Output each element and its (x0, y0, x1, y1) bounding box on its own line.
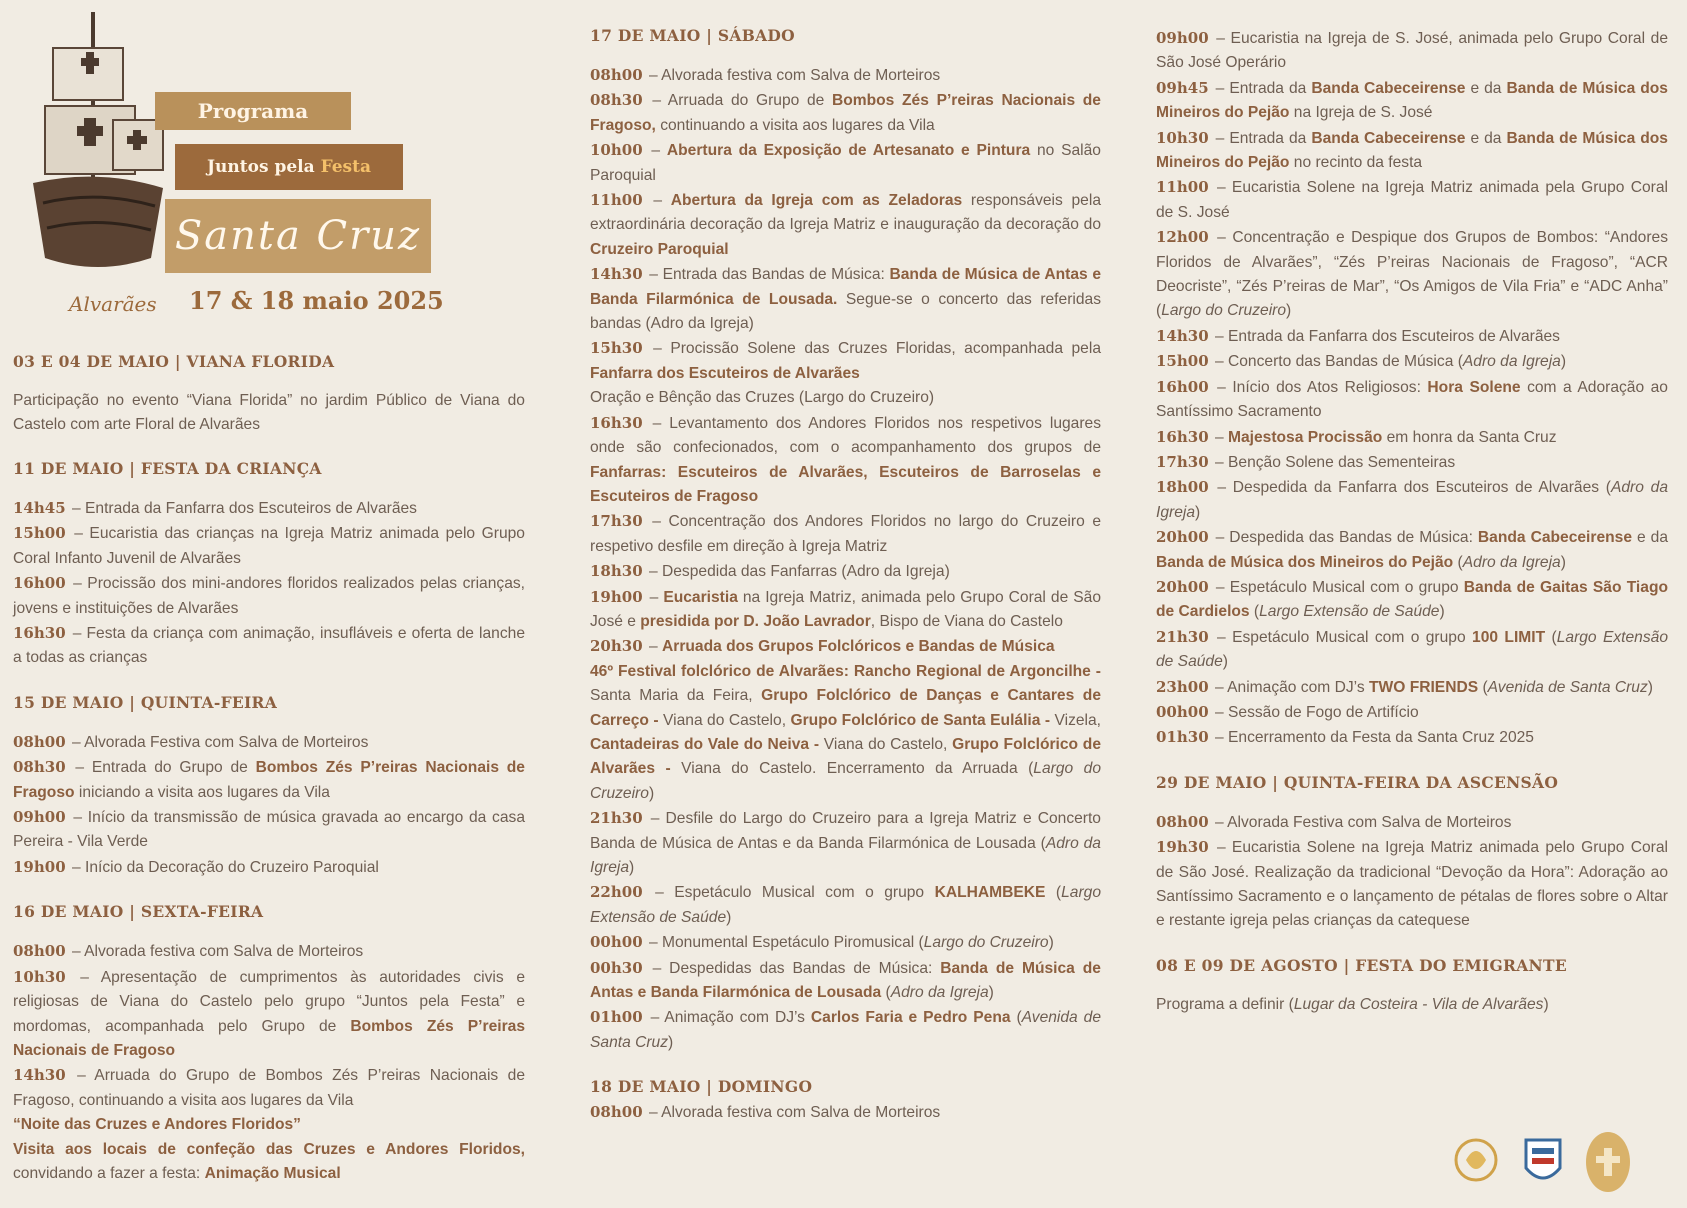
entry-bold: 100 LIMIT (1472, 628, 1546, 646)
time: 16h00 (1156, 377, 1209, 396)
schedule-entry (13, 1113, 525, 1137)
entry-italic: Largo Extensão de Saúde (1259, 603, 1440, 621)
time: 01h30 (1156, 728, 1209, 747)
entry-text: continuando a visita aos lugares da Vila (655, 116, 935, 134)
schedule-entry (1156, 425, 1668, 450)
entry-bold: Banda Cabeceirense (1311, 79, 1466, 97)
entry-text: ) (726, 908, 732, 926)
section-emigrante (1156, 956, 1668, 1017)
entry-text: convidando a fazer a festa: (13, 1164, 205, 1182)
entry-text: – Eucaristia na Igreja de S. José, animada pelo Grupo Coral de São José Operário (1156, 30, 1668, 72)
time: 17h30 (1156, 452, 1209, 471)
time: 18h30 (590, 562, 643, 581)
entry-italic: Largo do Cruzeiro (923, 934, 1049, 952)
time: 08h30 (13, 758, 66, 777)
entry-italic: Adro da Igreja (890, 984, 989, 1002)
entry-italic: Adro da Igreja (1156, 479, 1668, 521)
entry-text: em honra da Santa Cruz (1382, 428, 1557, 446)
entry-text: ) (1286, 302, 1292, 320)
schedule-entry (13, 496, 525, 521)
entry-text: ( (881, 984, 891, 1002)
entry-text: ) (1222, 653, 1228, 671)
schedule-entry (1156, 76, 1668, 126)
schedule-entry (590, 660, 1101, 806)
time: 08h00 (13, 942, 66, 961)
santa-cruz-title: Santa Cruz (165, 199, 431, 273)
section-title: 11 DE MAIO | FESTA DA CRIANÇA (13, 459, 322, 478)
entry-text: ) (629, 859, 635, 876)
time: 14h45 (13, 499, 66, 517)
entry-bold: Cruzeiro Paroquial (590, 240, 729, 258)
schedule-entry (13, 965, 525, 1064)
schedule-entry (13, 1138, 525, 1187)
entry-text: – Procissão dos mini-andores floridos realizados pelas crianças, jovens e instituições de Alvarães (13, 575, 525, 617)
entry-text: ) (1560, 553, 1566, 571)
section-festa-crianca (13, 459, 525, 671)
entry-text: e da (1465, 79, 1507, 97)
entry-bold: Majestosa Procissão (1228, 428, 1383, 446)
entry-text: – Concerto das Bandas de Música ( (1210, 353, 1463, 371)
schedule-entry (1156, 725, 1668, 750)
entry-text: – Despedida das Bandas de Música: (1210, 529, 1478, 547)
entry-text: – Entrada das Bandas de Música: (644, 266, 890, 284)
column-3 (1156, 26, 1668, 1039)
entry-text: ( (1045, 884, 1062, 902)
section-title: 03 E 04 DE MAIO | VIANA FLORIDA (13, 352, 335, 371)
schedule-entry (590, 559, 1101, 584)
entry-bold: Abertura da Igreja com as Zeladoras (670, 192, 963, 210)
schedule-entry (1156, 126, 1668, 176)
entry-text: – Despedida das Fanfarras (Adro da Igreja) (644, 563, 950, 581)
entry-text: – Animação com DJ’s (1210, 678, 1369, 696)
schedule-entry (1156, 625, 1668, 675)
entry-text: na Igreja Matriz, animada pelo Grupo Coral de São José e (590, 588, 1101, 630)
programa-label: Programa (155, 92, 351, 130)
time: 15h00 (1156, 352, 1209, 371)
entry-text: Viana do Castelo. Encerramento da Arruada ( (670, 760, 1034, 778)
time: 14h30 (13, 1066, 66, 1085)
entry-bold: Banda de Música dos Mineiros do Pejão (1156, 79, 1668, 122)
schedule-entry (590, 188, 1101, 262)
entry-bold: “Noite das Cruzes e Andores Floridos” (13, 1116, 301, 1134)
time: 20h00 (1156, 528, 1209, 547)
time: 08h00 (13, 732, 66, 751)
entry-bold: Abertura da Exposição de Artesanato e Pintura (666, 142, 1031, 160)
section-15-maio (13, 693, 525, 880)
entry-text: ( (1545, 628, 1557, 646)
entry-text: – (1210, 428, 1228, 446)
entry-text: e da (1465, 129, 1507, 147)
entry-text: – Início da transmissão de música gravada ao encargo da casa Pereira - Vila Verde (13, 809, 525, 851)
schedule-entry (13, 521, 525, 571)
schedule-entry (590, 1005, 1101, 1055)
schedule-entry (1156, 575, 1668, 625)
entry-text: – Concentração e Despique dos Grupos de Bombos: “Andores Floridos de Alvarães”, “Zés P’reiras Nacionais de Fragoso”, “ACR Deocriste”, “Zés P’reiras de Mar”, “Os Amigos de Vila Fria” e “ADC Anha” ( (1156, 229, 1668, 320)
entry-text: – Levantamento dos Andores Floridos nos respetivos lugares onde são confecionados, com o acompanhamento dos grupos de (590, 414, 1101, 457)
schedule-entry (1156, 835, 1668, 934)
schedule-entry (590, 1100, 1101, 1125)
schedule-entry (1156, 700, 1668, 725)
place-name: Alvarães (69, 292, 157, 316)
entry-text: – Alvorada festiva com Salva de Morteiros (644, 67, 941, 84)
entry-text: – (644, 142, 667, 160)
entry-bold: Grupo Folclórico de Danças e Cantares de Carreço - (590, 687, 1101, 729)
time: 11h00 (590, 191, 643, 210)
entry-text: e da (1632, 529, 1668, 547)
schedule-entry (590, 585, 1101, 635)
schedule-entry (590, 634, 1101, 659)
entry-text: , Bispo de Viana do Castelo (870, 612, 1063, 630)
entry-italic: Lugar da Costeira - Vila de Alvarães (1293, 995, 1544, 1013)
schedule-entry (590, 336, 1101, 386)
section-text: Participação no evento “Viana Florida” no jardim Público de Viana do Castelo com arte Floral de Alvarães (13, 392, 525, 433)
entry-italic: Adro da Igreja (1462, 353, 1561, 371)
entry-text: – Monumental Espetáculo Piromusical ( (644, 934, 924, 952)
entry-bold: Banda de Música de Antas e Banda Filarmónica de Lousada (590, 959, 1101, 1002)
entry-text: – Entrada da Fanfarra dos Escuteiros de Alvarães (1210, 327, 1560, 345)
schedule-entry (590, 880, 1101, 930)
entry-text: no Salão Paroquial (590, 142, 1101, 184)
time: 16h30 (13, 624, 66, 643)
entry-bold: Banda Cabeceirense (1311, 129, 1466, 147)
schedule-entry (1156, 26, 1668, 76)
time: 08h00 (590, 1103, 643, 1122)
entry-text: – Início da Decoração do Cruzeiro Paroquial (67, 858, 379, 876)
time: 19h00 (13, 857, 66, 876)
schedule-entry (13, 1063, 525, 1113)
entry-italic: Adro da Igreja (590, 834, 1101, 876)
juntos-festa-word: Festa (320, 157, 371, 177)
entry-text: Viana do Castelo, (819, 735, 953, 753)
time: 21h30 (1156, 627, 1209, 646)
schedule-entry (13, 855, 525, 880)
municipal-crest (1526, 1140, 1560, 1178)
time: 08h00 (1156, 812, 1209, 831)
time: 15h00 (13, 524, 66, 543)
schedule-entry (590, 386, 1101, 410)
schedule-entry (590, 956, 1101, 1006)
entry-bold: Fanfarra dos Escuteiros de Alvarães (590, 364, 860, 382)
time: 21h30 (590, 809, 643, 828)
entry-text: – Alvorada Festiva com Salva de Morteiros (1210, 813, 1512, 831)
entry-text: – Procissão Solene das Cruzes Floridas, acompanhada pela (644, 340, 1101, 358)
entry-text: – (644, 638, 662, 656)
section-ascensao (1156, 773, 1668, 934)
entry-bold: KALHAMBEKE (934, 884, 1046, 902)
time: 09h00 (13, 808, 66, 827)
time: 17h30 (590, 512, 643, 531)
ship-illustration (23, 8, 173, 278)
time: 08h00 (590, 66, 643, 84)
entry-italic: Adro da Igreja (1462, 553, 1561, 571)
entry-bold: Visita aos locais de confeção das Cruzes e Andores Floridos, (13, 1140, 525, 1158)
entry-bold: Banda de Música dos Mineiros do Pejão (1156, 129, 1668, 172)
entry-text: – Entrada da (1210, 129, 1312, 147)
entry-text: ) (648, 784, 655, 802)
time: 14h30 (590, 265, 643, 284)
section-16-maio (13, 902, 525, 1186)
time: 00h30 (590, 958, 643, 977)
time: 15h30 (590, 339, 643, 358)
section-title: 16 DE MAIO | SEXTA-FEIRA (13, 902, 264, 922)
schedule-entry (590, 88, 1101, 138)
entry-text: Programa a definir ( (1156, 995, 1294, 1013)
section-text (1156, 993, 1668, 1017)
entry-text: Viana do Castelo, (658, 711, 791, 729)
schedule-entry (1156, 475, 1668, 525)
schedule-entry (13, 939, 525, 964)
schedule-entry (1156, 175, 1668, 225)
entry-text: – Arruada do Grupo de (644, 92, 832, 110)
entry-text: – Apresentação de cumprimentos às autoridades civis e religiosas de Viana do Castelo pelo grupo “Juntos pela Festa” e mordomas, acompanhada pelo Grupo de (13, 968, 525, 1035)
schedule-entry (1156, 525, 1668, 575)
entry-text: – Entrada da Fanfarra dos Escuteiros de Alvarães (67, 500, 417, 517)
entry-text: ) (1195, 503, 1201, 521)
time: 19h00 (590, 587, 643, 606)
entry-text: – Benção Solene das Sementeiras (1210, 453, 1456, 471)
entry-text: ) (668, 1033, 674, 1051)
entry-text: Segue-se o concerto das referidas bandas (Adro da Igreja) (590, 290, 1101, 333)
section-title: 15 DE MAIO | QUINTA-FEIRA (13, 692, 278, 712)
schedule-entry (13, 730, 525, 755)
time: 20h30 (590, 637, 643, 656)
entry-text: ) (1560, 353, 1567, 371)
entry-text: – Alvorada Festiva com Salva de Morteiros (67, 733, 369, 751)
entry-italic: Avenida de Santa Cruz (590, 1009, 1101, 1051)
time: 01h00 (590, 1008, 643, 1027)
entry-text: – (644, 192, 671, 210)
entry-bold: Banda de Gaitas São Tiago de Cardielos (1156, 578, 1668, 621)
column-1 (13, 0, 525, 1208)
schedule-entry (590, 262, 1101, 336)
entry-bold: Hora Solene (1427, 378, 1521, 396)
entry-text: ) (1439, 603, 1445, 621)
time: 09h00 (1156, 29, 1209, 47)
entry-italic: Avenida de Santa Cruz (1487, 678, 1648, 696)
entry-bold: Fanfarras: Escuteiros de Alvarães, Escuteiros de Barroselas e Escuteiros de Fragoso (590, 463, 1101, 505)
entry-text: – Alvorada festiva com Salva de Morteiros (644, 1104, 941, 1122)
entry-text: Oração e Bênção das Cruzes (Largo do Cruzeiro) (590, 389, 935, 407)
entry-text: ( (1478, 678, 1488, 696)
schedule-entry (1156, 450, 1668, 475)
schedule-entry (1156, 225, 1668, 324)
schedule-entry (13, 755, 525, 805)
entry-bold: Bombos Zés P’reiras Nacionais de Fragoso (13, 1017, 525, 1059)
entry-text: – Encerramento da Festa da Santa Cruz 2025 (1210, 729, 1534, 747)
section-title: 18 DE MAIO | DOMINGO (590, 1077, 813, 1097)
entry-text: – Alvorada festiva com Salva de Morteiros (67, 943, 364, 961)
entry-text: – Eucaristia Solene na Igreja Matriz animada pela Grupo Coral de S. José (1156, 179, 1668, 221)
schedule-entry (1156, 349, 1668, 374)
entry-text: ( (1249, 603, 1260, 621)
entry-text: ) (1543, 995, 1549, 1013)
entry-text: – Festa da criança com animação, insufláveis e oferta de lanche a todas as crianças (13, 625, 525, 667)
schedule-entry (590, 138, 1101, 188)
santa-cruz-seal (1586, 1132, 1630, 1192)
schedule-entry (13, 571, 525, 621)
time: 16h30 (590, 413, 643, 432)
entry-bold: 46º Festival folclórico de Alvarães: Rancho Regional de Argoncilhe - (590, 662, 1101, 680)
entry-text: ) (1048, 934, 1054, 952)
time: 11h00 (1156, 178, 1209, 197)
time: 08h30 (590, 91, 643, 110)
time: 14h30 (1156, 326, 1209, 345)
entry-italic: Largo Extensão de Saúde (590, 884, 1101, 926)
juntos-prefix: Juntos pela (207, 157, 321, 177)
entry-text: – Entrada da (1210, 79, 1312, 97)
entry-text: – Desfile do Largo do Cruzeiro para a Igreja Matriz e Concerto Banda de Música de Antas e da Banda Filarmónica de Lousada ( (590, 810, 1101, 852)
entry-bold: presidida por D. João Lavrador (640, 612, 871, 630)
time: 16h30 (1156, 427, 1209, 446)
entry-text: – Arruada do Grupo de Bombos Zés P’reiras Nacionais de Fragoso, continuando a visita aos lugares da Vila (13, 1067, 525, 1109)
entry-text: – Animação com DJ’s (644, 1009, 811, 1027)
time: 20h00 (1156, 577, 1209, 596)
entry-bold: Banda Cabeceirense (1477, 529, 1632, 547)
section-title: 08 E 09 DE AGOSTO | FESTA DO EMIGRANTE (1156, 955, 1567, 975)
entry-text: responsáveis pela extraordinária decoração da Igreja Matriz e inauguração da decoração do (590, 192, 1101, 234)
entry-bold: TWO FRIENDS (1368, 678, 1479, 696)
time: 18h00 (1156, 478, 1209, 497)
section-title: 17 DE MAIO | SÁBADO (590, 26, 795, 45)
entry-text: – Sessão de Fogo de Artifício (1210, 703, 1419, 721)
entry-bold: Cantadeiras do Vale do Neiva - (590, 735, 820, 753)
entry-bold: Bombos Zés P’reiras Nacionais de Fragoso, (590, 92, 1101, 134)
time: 10h30 (13, 967, 66, 986)
juntos-pela-festa-label (175, 144, 403, 190)
time: 16h00 (13, 574, 66, 593)
entry-text: iniciando a visita aos lugares da Vila (74, 783, 330, 801)
schedule-entry (590, 63, 1101, 88)
time: 23h00 (1156, 677, 1209, 696)
entry-text: com a Adoração ao Santíssimo Sacramento (1156, 378, 1668, 421)
section-title: 29 DE MAIO | QUINTA-FEIRA DA ASCENSÃO (1156, 772, 1559, 792)
schedule-entry (13, 621, 525, 671)
time: 19h30 (1156, 838, 1209, 857)
schedule-entry (1156, 375, 1668, 425)
header-logo (13, 0, 525, 352)
entry-italic: Largo Extensão de Saúde (1156, 628, 1668, 671)
entry-text: ) (1647, 678, 1653, 696)
schedule-entry (1156, 675, 1668, 700)
entry-text: – Despedida da Fanfarra dos Escuteiros de Alvarães ( (1210, 479, 1611, 497)
entry-italic: Largo do Cruzeiro (1161, 302, 1287, 320)
schedule-entry (1156, 324, 1668, 349)
entry-text: no recinto da festa (1289, 154, 1423, 172)
entry-text: – (644, 588, 664, 606)
entry-text: ( (1010, 1009, 1022, 1027)
schedule-entry (590, 509, 1101, 559)
entry-text: – Início dos Atos Religiosos: (1210, 378, 1428, 396)
time: 09h45 (1156, 78, 1209, 97)
schedule-entry (13, 805, 525, 855)
entry-text: – Eucaristia das crianças na Igreja Matriz animada pelo Grupo Coral Infanto Juvenil de Alvarães (13, 525, 525, 567)
time: 00h00 (590, 933, 643, 952)
entry-text: – Espetáculo Musical com o grupo (1210, 578, 1464, 596)
time: 12h00 (1156, 228, 1209, 247)
entry-text: Santa Maria da Feira, (590, 687, 762, 705)
schedule-entry (1156, 810, 1668, 835)
sponsor-logos (1448, 1128, 1638, 1198)
entry-text: – Despedidas das Bandas de Música: (644, 959, 941, 977)
entry-text: ( (1453, 553, 1463, 571)
entry-bold: Arruada dos Grupos Folclóricos e Bandas de Música (662, 638, 1055, 656)
entry-text: ) (988, 984, 994, 1002)
entry-text: – Entrada do Grupo de (67, 759, 256, 777)
entry-bold: Banda de Música dos Mineiros do Pejão (1156, 553, 1454, 571)
entry-text: Vizela, (1050, 711, 1102, 729)
entry-bold: Banda de Música de Antas e Banda Filarmónica de Lousada. (590, 266, 1102, 308)
section-viana-florida (13, 352, 525, 437)
entry-bold: Bombos Zés P’reiras Nacionais de Fragoso (13, 759, 525, 801)
schedule-entry (590, 806, 1101, 880)
column-2 (590, 26, 1101, 1126)
entry-text: – Espetáculo Musical com o grupo (644, 884, 935, 902)
entry-text: – Eucaristia Solene na Igreja Matriz animada pelo Grupo Coral de São José. Realização da tradicional “Devoção da Hora”: Adoração ao Santíssimo Sacramento e o lançamento de pétalas de flores sobre o Altar e restante igreja pelas crianças da catequese (1156, 839, 1668, 930)
entry-text: – Espetáculo Musical com o grupo (1210, 628, 1473, 646)
entry-bold: Eucaristia (663, 588, 738, 606)
entry-bold: Animação Musical (204, 1164, 341, 1182)
entry-bold: Grupo Folclórico de Santa Eulália - (790, 711, 1051, 729)
entry-italic: Largo do Cruzeiro (590, 760, 1102, 802)
time: 10h00 (590, 141, 643, 160)
time: 22h00 (590, 883, 643, 902)
entry-bold: Grupo Folclórico de Alvarães - (590, 735, 1101, 778)
entry-text: – Concentração dos Andores Floridos no largo do Cruzeiro e respetivo desfile em direção à Igreja Matriz (590, 513, 1101, 555)
schedule-entry (590, 930, 1101, 955)
time: 10h30 (1156, 128, 1209, 147)
event-dates: 17 & 18 maio 2025 (189, 286, 444, 315)
entry-bold: Carlos Faria e Pedro Pena (810, 1009, 1011, 1027)
viana-logo (1456, 1140, 1496, 1180)
entry-text: na Igreja de S. José (1289, 104, 1433, 122)
time: 00h00 (1156, 702, 1209, 721)
schedule-entry (590, 411, 1101, 510)
